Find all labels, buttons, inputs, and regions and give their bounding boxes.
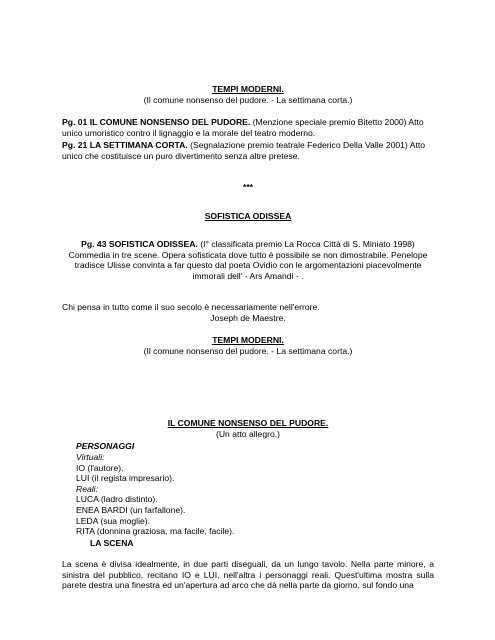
play-subtitle: (Un atto allegro.) (215, 428, 280, 439)
scena-heading: LA SCENA (90, 538, 134, 548)
work-2-desc: (Segnalazione premio teatrale Federico Della Valle 2001) Atto unico che costituisce un puro divertimento senza altre pretese. (62, 140, 425, 161)
work-1-desc: (Menzione speciale premio Bitetto 2000) Atto unico umoristico contro il lignaggio e la morale del teatro moderno. (62, 117, 424, 138)
separator: *** (242, 182, 254, 192)
personaggi-list (76, 452, 448, 537)
odissea-entry (62, 239, 434, 281)
character-rita: RITA (donnina graziosa, ma facile, facile). (76, 526, 235, 537)
work-entry-1 (62, 117, 434, 138)
odissea-title-block (62, 211, 434, 222)
header-subtitle: (Il comune nonsenso del pudore. - La settimana corta.) (143, 94, 353, 105)
scena-text-block (62, 559, 434, 591)
play-title: IL COMUNE NONSENSO DEL PUDORE. (167, 418, 329, 428)
character-leda: LEDA (sua moglie). (76, 515, 151, 526)
odissea-desc: (I° classificata premio La Rocca Città di S. Miniato 1998) Commedia in tre scene. Opera sofisticata dove tutto è possibile se non dimostrabile. Penelope tradisce Ulisse convinta a far questo dal poeta Ovidio con le argomentazioni piacevolmente immorali dell' - Ars Amandi - . (68, 239, 428, 281)
work-2-ref: Pg. 21 LA SETTIMANA CORTA. (62, 140, 188, 150)
character-lui: LUI (il regista impresario). (76, 473, 175, 484)
virtual-label: Virtuali: (76, 452, 105, 462)
header2-block (62, 335, 434, 356)
play-title-block (62, 418, 434, 439)
header-title: TEMPI MODERNI. (212, 84, 284, 94)
header2-subtitle: (Il comune nonsenso del pudore. - La settimana corta.) (143, 345, 353, 356)
work-1-ref: Pg. 01 IL COMUNE NONSENSO DEL PUDORE. (62, 117, 251, 127)
work-entry-2 (62, 140, 434, 161)
odissea-ref: Pg. 43 SOFISTICA ODISSEA. (81, 239, 198, 249)
quote-text: Chi pensa in tutto come il suo secolo è necessariamente nell'errore. (62, 302, 320, 312)
personaggi-heading-block (76, 441, 448, 452)
character-enea: ENEA BARDI (un farfallone). (76, 504, 186, 515)
real-label: Reali: (76, 483, 98, 494)
quote-author: Joseph de Maestre. (210, 312, 286, 323)
header2-title: TEMPI MODERNI. (212, 335, 284, 345)
quote-block (62, 302, 434, 323)
character-io: IO (l'autore). (76, 462, 124, 473)
odissea-title: SOFISTICA ODISSEA (204, 211, 292, 221)
header-block (62, 84, 434, 105)
scena-heading-block (90, 538, 462, 549)
scena-text: La scena è divisa idealmente, in due parti diseguali, da un lungo tavolo. Nella parte minore, a sinistra del pubblico, recitano IO e LUI, nell'altra i personaggi reali. Quest'ultima mostra sulla parete destra una finestra ed un'apertura ad arco che dà nella parte da giorno, sul fondo una (62, 559, 434, 591)
personaggi-heading: PERSONAGGI (76, 441, 135, 451)
character-luca: LUCA (ladro distinto). (76, 494, 158, 505)
